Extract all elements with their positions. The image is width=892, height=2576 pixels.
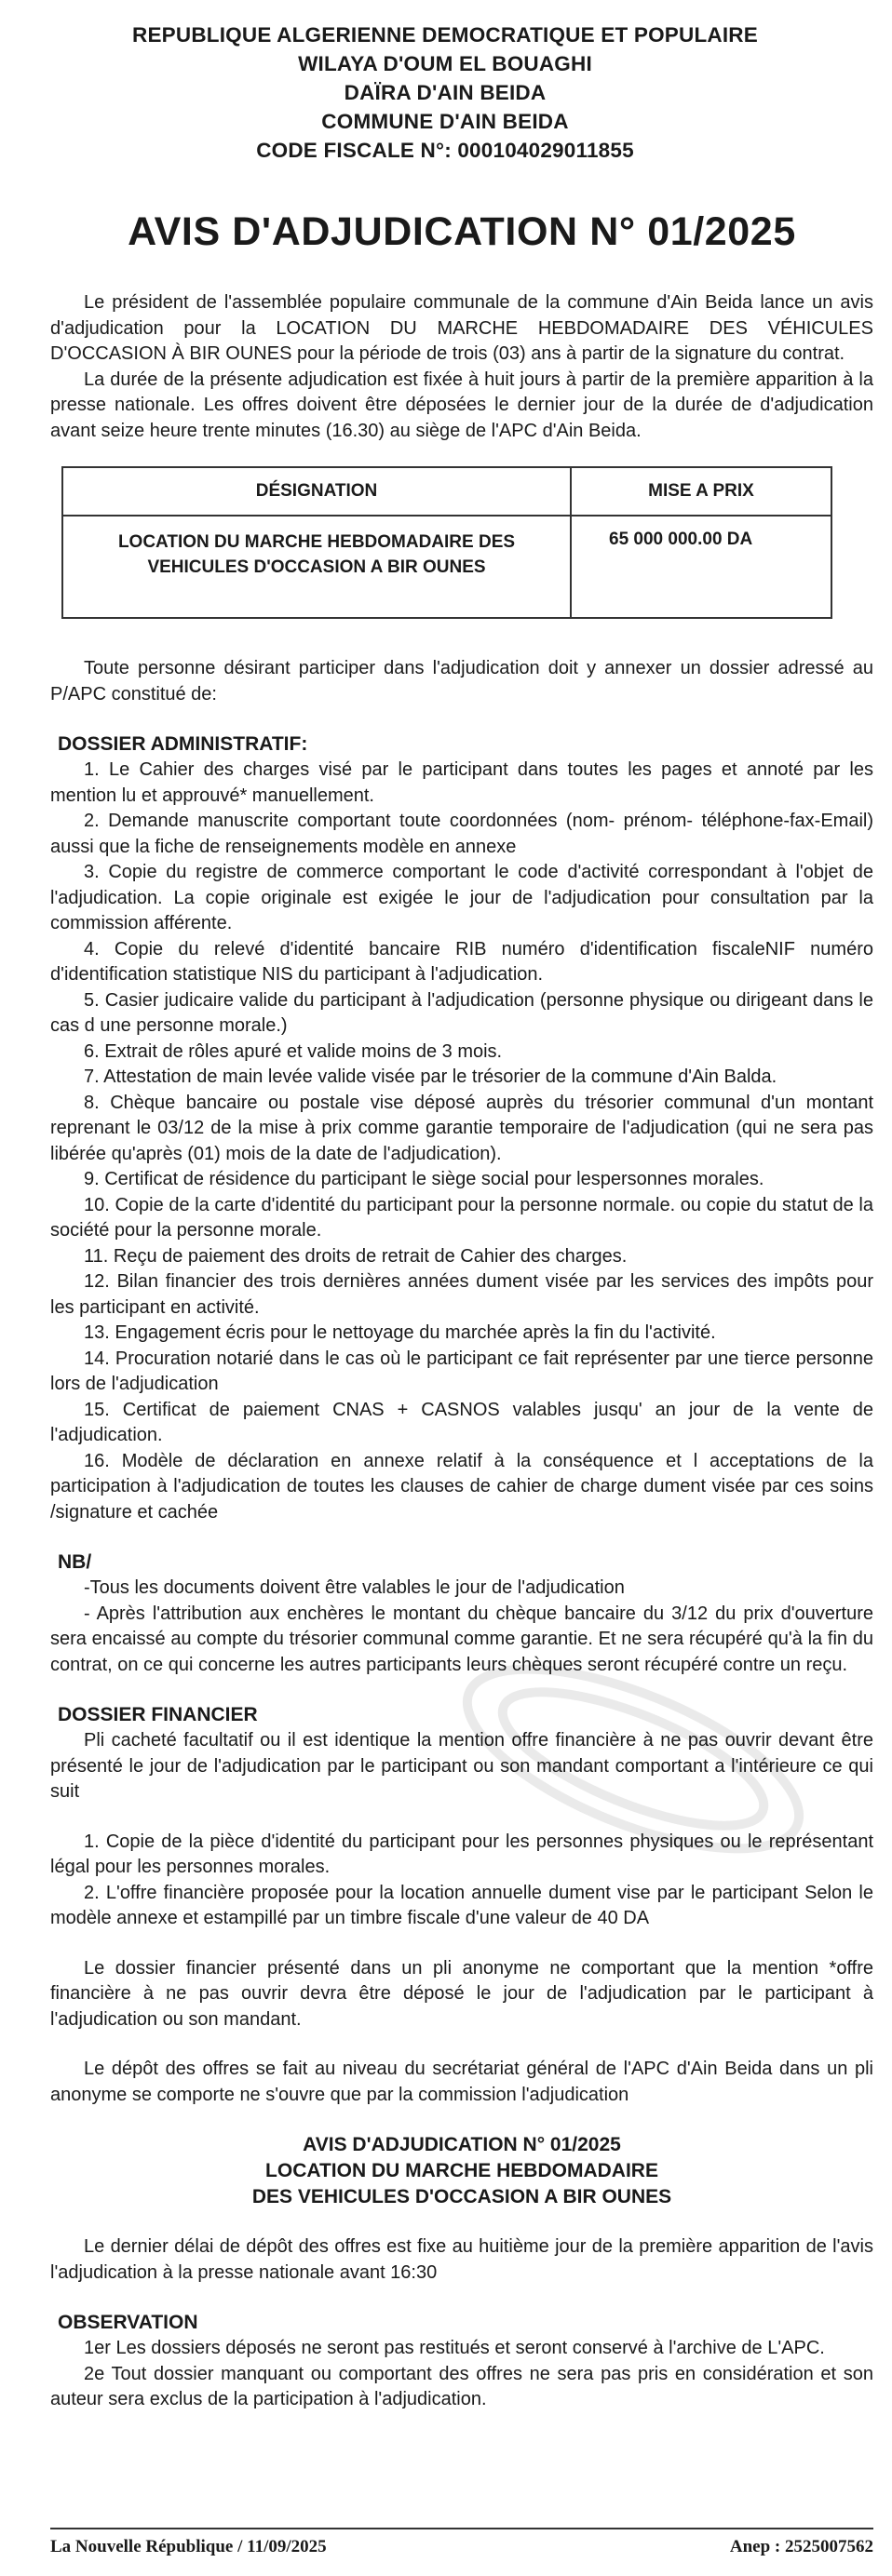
- list-item: 13. Engagement écris pour le nettoyage du marchée après la fin du l'activité.: [84, 1322, 716, 1343]
- recap-line: LOCATION DU MARCHE HEBDOMADAIRE: [265, 2160, 658, 2181]
- list-item: 3. Copie du registre de commerce comportant le code d'activité correspondant à l'objet de l'adjudication. La copie originale est exigée le jour de l'adjudication pour consultation par la commission afférente.: [50, 862, 873, 933]
- dossier-fin-paragraph-2: Le dépôt des offres se fait au niveau du secrétariat général de l'APC d'Ain Beida dans un pli anonyme se comporte ne s'ouvre que par la commission l'adjudication: [50, 2059, 873, 2105]
- price-table: [61, 466, 832, 619]
- footer: [50, 2528, 873, 2557]
- list-item: 1. Copie de la pièce d'identité du participant pour les personnes physiques ou le représentant légal pour les personnes morales.: [50, 1831, 873, 1877]
- header-line-daira: DAÏRA D'AIN BEIDA: [344, 81, 547, 104]
- header-line-commune: COMMUNE D'AIN BEIDA: [321, 110, 569, 133]
- notice-title: AVIS D'ADJUDICATION N° 01/2025: [128, 209, 796, 254]
- designation-cell: LOCATION DU MARCHE HEBDOMADAIRE DES VEHICULES D'OCCASION A BIR OUNES: [62, 516, 571, 618]
- footer-anep-reference: Anep : 2525007562: [729, 2537, 873, 2556]
- footer-publication: La Nouvelle République / 11/09/2025: [50, 2537, 327, 2556]
- observation-item: 2e Tout dossier manquant ou comportant des offres ne sera pas pris en considération et son auteur sera exclus de la participation à l'adjudication.: [50, 2363, 873, 2409]
- list-item: 12. Bilan financier des trois dernières années dument visée par les services des impôts pour les participant en activité.: [50, 1271, 873, 1318]
- list-item: 1. Le Cahier des charges visé par le participant dans toutes les pages et annoté par les mention lu et approuvé* manuellement.: [50, 759, 873, 806]
- dossier-fin-title: DOSSIER FINANCIER: [58, 1704, 258, 1725]
- dossier-fin-paragraph-1: Le dossier financier présenté dans un pli anonyme ne comportant que la mention *offre financière à ne pas ouvrir devra être déposé le jour de l'adjudication par le participant à l'adjudication ou son mandant.: [50, 1957, 873, 2030]
- header-block: [17, 20, 873, 165]
- list-item: 6. Extrait de rôles apuré et valide moins de 3 mois.: [84, 1040, 503, 1062]
- list-item: 15. Certificat de paiement CNAS + CASNOS valables jusqu' an jour de la vente de l'adjudication.: [50, 1399, 873, 1445]
- recap-line: DES VEHICULES D'OCCASION A BIR OUNES: [251, 2186, 672, 2207]
- nb-title: NB/: [58, 1551, 92, 1573]
- list-item: 5. Casier judicaire valide du participant à l'adjudication (personne physique ou dirigeant dans le cas d une personne morale.): [50, 989, 873, 1036]
- list-item: 11. Reçu de paiement des droits de retrait de Cahier des charges.: [84, 1245, 628, 1267]
- list-item: 10. Copie de la carte d'identité du participant pour la personne normale. ou copie du statut de la société pour la personne morale.: [50, 1194, 873, 1241]
- dossier-admin-list: [50, 758, 873, 1525]
- list-item: 14. Procuration notarié dans le cas où le participant ce fait représenter par une tierce personne lors de l'adjudication: [50, 1348, 873, 1394]
- participation-paragraph: Toute personne désirant participer dans l'adjudication doit y annexer un dossier adressé au P/APC constitué de:: [50, 658, 873, 704]
- dossier-admin-title: DOSSIER ADMINISTRATIF:: [58, 733, 308, 755]
- deadline-paragraph: Le dernier délai de dépôt des offres est fixe au huitième jour de la première apparition de l'avis l'adjudication à la presse nationale avant 16:30: [50, 2236, 873, 2283]
- observation-title: OBSERVATION: [58, 2312, 198, 2333]
- observation-item: 1er Les dossiers déposés ne seront pas restitués et seront conservé à l'archive de L'APC.: [84, 2338, 825, 2358]
- header-line-fiscal-code: CODE FISCALE N°: 000104029011855: [256, 139, 634, 162]
- list-item: 9. Certificat de résidence du participant le siège social pour lespersonnes morales.: [84, 1169, 764, 1189]
- table-row: [62, 516, 831, 618]
- nb-item: - Après l'attribution aux enchères le montant du chèque bancaire du 3/12 du prix d'ouverture sera encaissé au compte du trésorier communal comme garantie. Et ne sera récupéré qu'à la fin du contrat, on ce qui concerne les autres participants leurs chèques seront récupéré contre un reçu.: [50, 1603, 873, 1675]
- list-item: 7. Attestation de main levée valide visée par le trésorier de la commune d'Ain Balda.: [84, 1067, 777, 1087]
- intro-paragraph-2: La durée de la présente adjudication est fixée à huit jours à partir de la première apparition à la presse nationale. Les offres doivent être déposées le dernier jour de la durée de d'adjudication avant seize heure trente minutes (16.30) au siège de l'APC d'Ain Beida.: [50, 369, 873, 441]
- designation-header: DÉSIGNATION: [62, 467, 571, 516]
- price-table-header-row: [62, 467, 831, 516]
- nb-item: -Tous les documents doivent être valables le jour de l'adjudication: [84, 1577, 625, 1598]
- list-item: 8. Chèque bancaire ou postale vise déposé auprès du trésorier communal d'un montant reprenant le 03/12 de la mise à prix comme garantie temporaire de l'adjudication (qui ne sera pas libérée qu'après (01) mois de la date de l'adjudication).: [50, 1092, 873, 1164]
- header-line-wilaya: WILAYA D'OUM EL BOUAGHI: [298, 52, 592, 75]
- recap-block: [50, 2132, 873, 2210]
- dossier-fin-intro: Pli cacheté facultatif ou il est identique la mention offre financière à ne pas ouvrir devant être présenté le jour de l'adjudication par le participant ou son mandant comportant a l'intérieure ce qui suit: [50, 1730, 873, 1802]
- price-header: MISE A PRIX: [571, 467, 831, 516]
- recap-title: AVIS D'ADJUDICATION N° 01/2025: [303, 2134, 621, 2155]
- price-cell: 65 000 000.00 DA: [571, 516, 831, 618]
- intro-paragraph-1: Le président de l'assemblée populaire communale de la commune d'Ain Beida lance un avis d'adjudication pour la LOCATION DU MARCHE HEBDOMADAIRE DES VÉHICULES D'OCCASION À BIR OUNES pour la période de trois (03) ans à partir de la signature du contrat.: [50, 292, 873, 364]
- list-item: 16. Modèle de déclaration en annexe relatif à la conséquence et l acceptations de la participation à l'adjudication de toutes les clauses de cahier de charge dument visée par ces soins /signature et cachée: [50, 1450, 873, 1523]
- header-line-republic: REPUBLIQUE ALGERIENNE DEMOCRATIQUE ET POPULAIRE: [132, 23, 758, 47]
- list-item: 2. L'offre financière proposée pour la location annuelle dument vise par le participant Selon le modèle annexe et estampillé par un timbre fiscale d'une valeur de 40 DA: [50, 1882, 873, 1928]
- list-item: 2. Demande manuscrite comportant toute coordonnées (nom- prénom- téléphone-fax-Email) aussi que la fiche de renseignements modèle en annexe: [50, 811, 873, 857]
- list-item: 4. Copie du relevé d'identité bancaire RIB numéro d'identification fiscaleNIF numéro d'identification statistique NIS du participant à l'adjudication.: [50, 938, 873, 985]
